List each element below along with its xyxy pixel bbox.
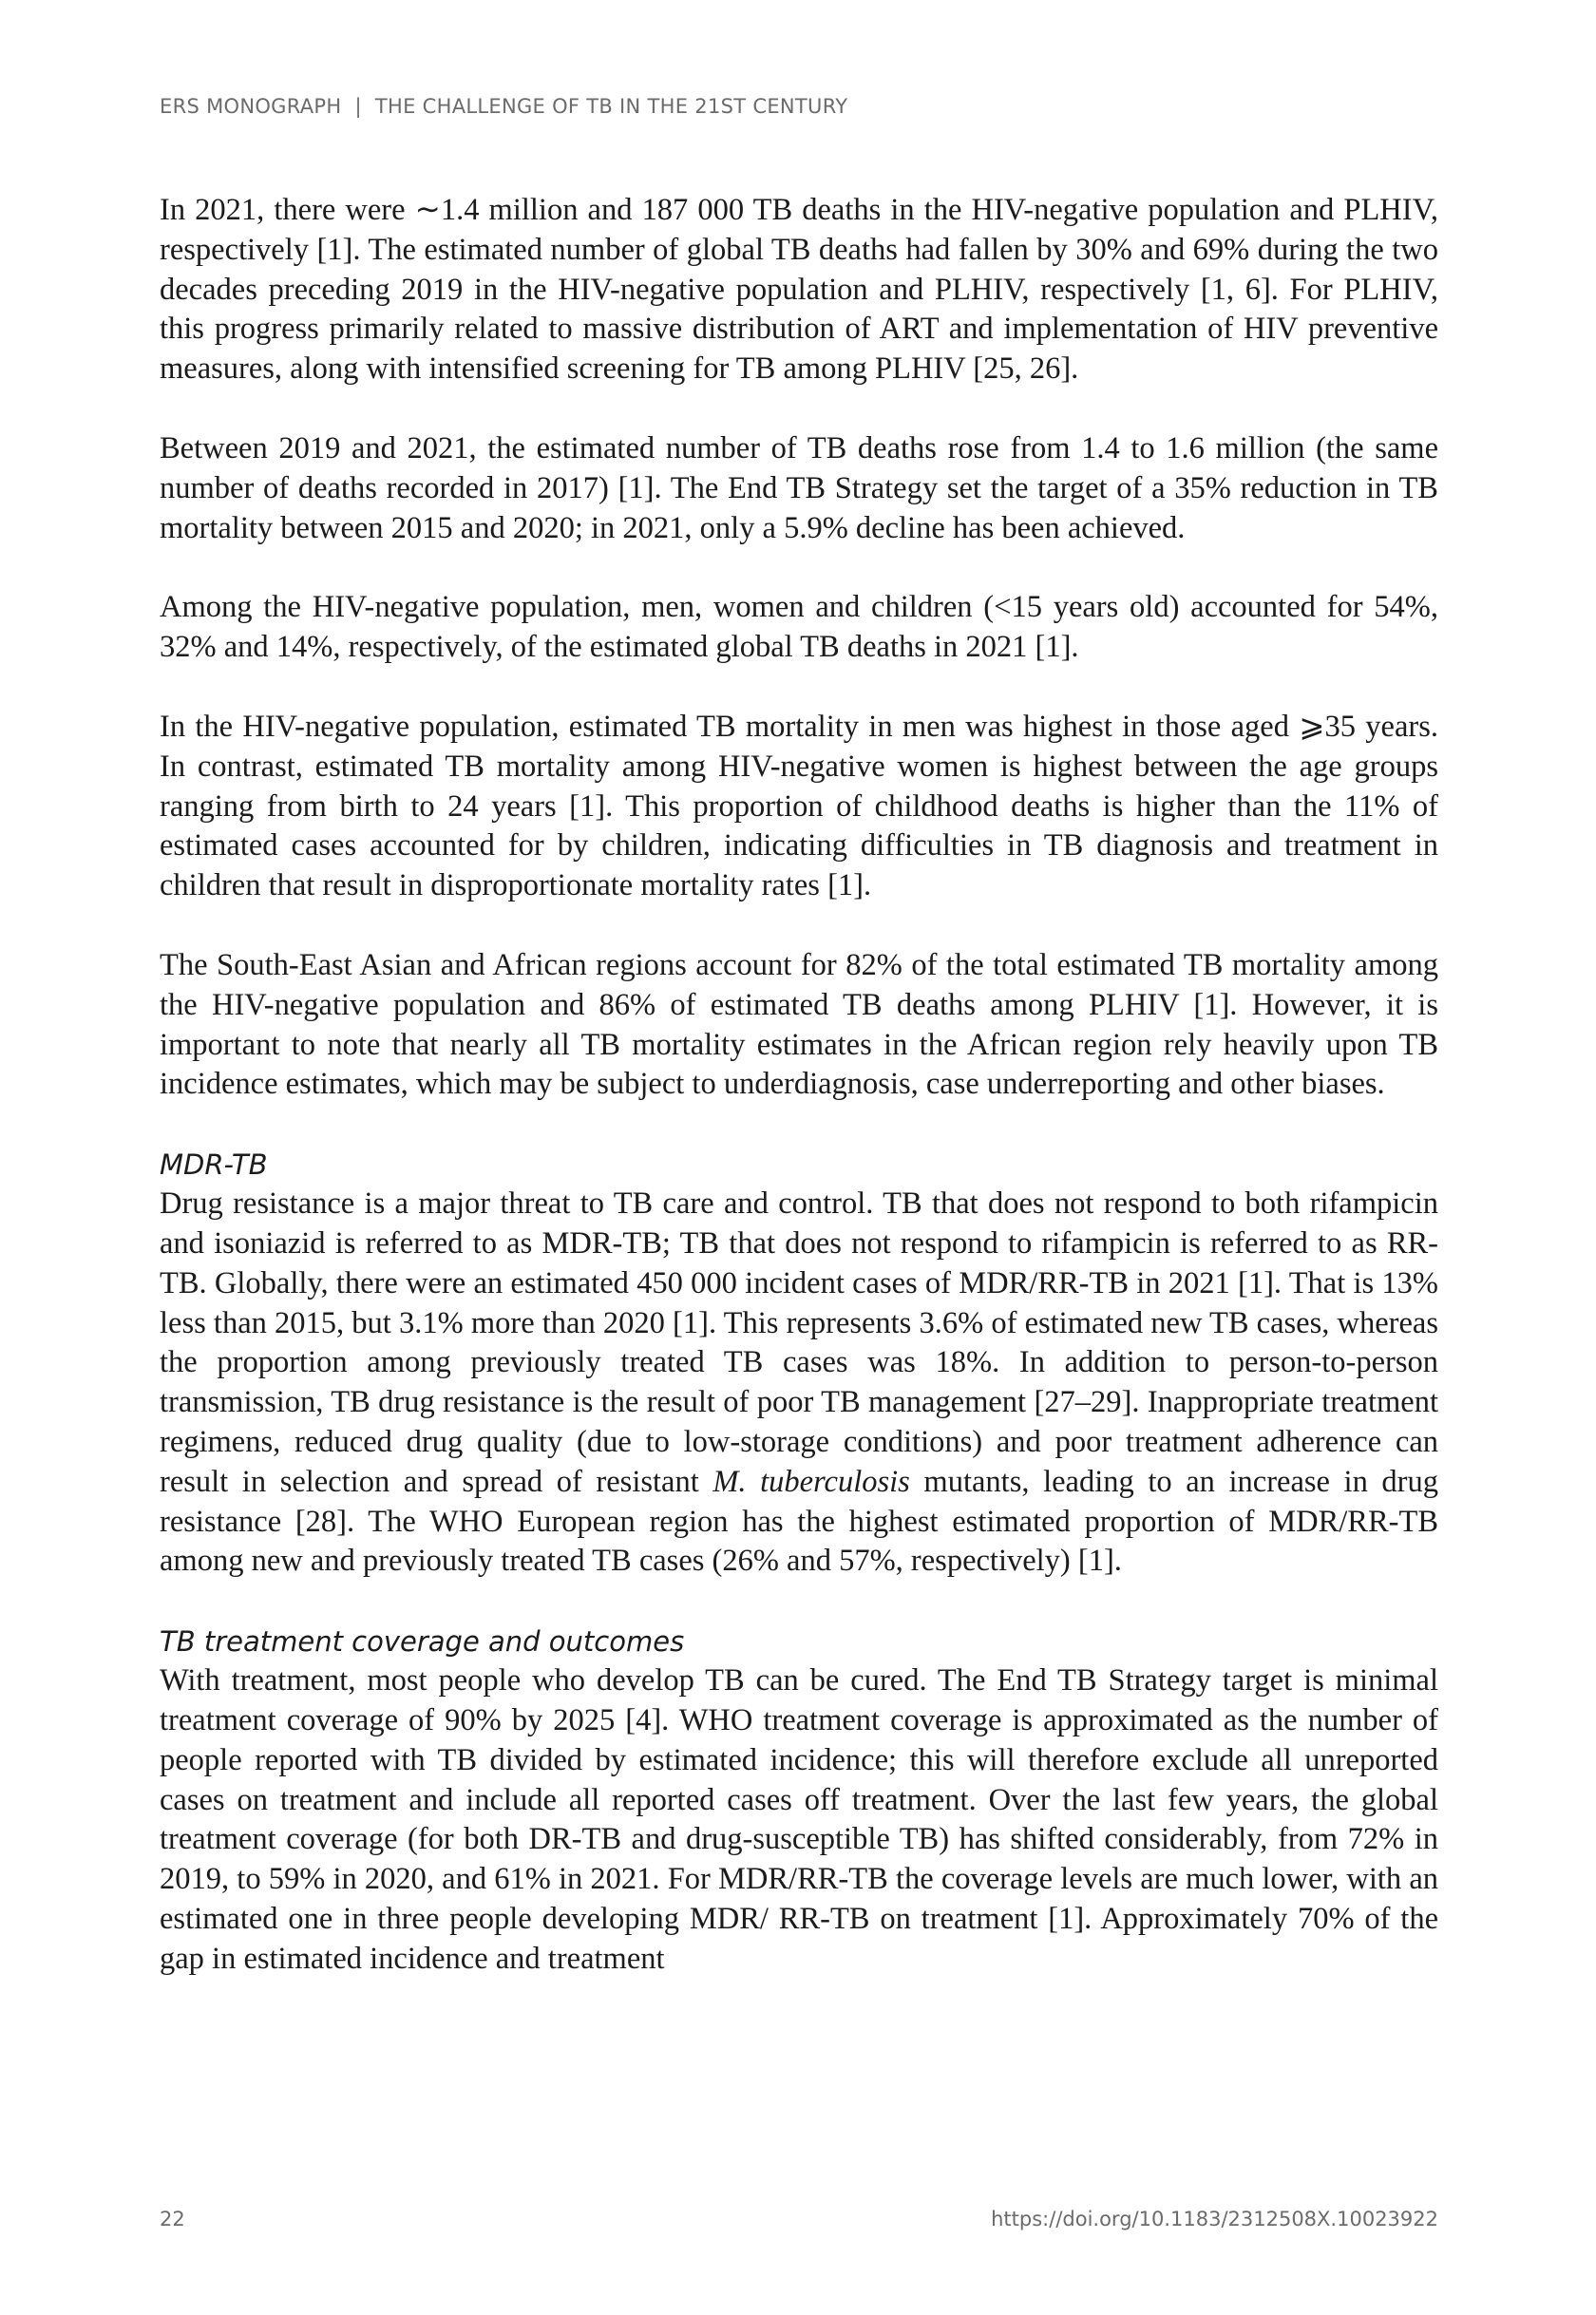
- running-header-title: THE CHALLENGE OF TB IN THE 21ST CENTURY: [374, 95, 848, 118]
- mdr-text-part-1: Drug resistance is a major threat to TB care and control. TB that does not respond to both rifampicin and isoniazid is referred to as MDR-TB; TB that does not respond to rifampicin is referred to as RR-TB. Globally, there were an estimated 450 000 incident cases of MDR/RR-TB in 2021 [1]. That is 13% less than 2015, but 3.1% more than 2020 [1]. This represents 3.6% of estimated new TB cases, whereas the proportion among previously treated TB cases was 18%. In addition to person-to-person transmission, TB drug resistance is the result of poor TB management [27–29]. Inappropriate treatment regimens, reduced drug quality (due to low-storage conditions) and poor treatment adherence can result in selection and spread of resistant: [160, 1186, 1438, 1499]
- doi-link[interactable]: https://doi.org/10.1183/2312508X.10023922: [991, 2208, 1438, 2230]
- mdr-text-part-2: mutants, leading to an increase in drug resistance [28]. The WHO European region has the highest estimated proportion of MDR/RR-TB among new and previously treated TB cases (26% and 57%, respectively) [1].: [160, 1464, 1439, 1579]
- section-heading-mdr-tb: MDR-TB: [160, 1148, 268, 1182]
- running-header-journal: ERS MONOGRAPH: [160, 95, 342, 118]
- page-number: 22: [160, 2208, 185, 2230]
- paragraph-tb-deaths-2021: In 2021, there were ∼1.4 million and 187 000 TB deaths in the HIV-negative population and PLHIV, respectively [1]. The estimated number of global TB deaths had fallen by 30% and 69% during the two decades preceding 2019 in the HIV-negative population and PLHIV, respectively [1, 6]. For PLHIV, this progress primarily related to massive distribution of ART and implementation of HIV preventive measures, along with intensified screening for TB among PLHIV [25, 26].: [160, 193, 1438, 387]
- section-heading-treatment: TB treatment coverage and outcomes: [160, 1625, 685, 1659]
- paragraph-treatment-coverage: With treatment, most people who develop TB can be cured. The End TB Strategy target is minimal treatment coverage of 90% by 2025 [4]. WHO treatment coverage is approximated as the number of people reported with TB divided by estimated incidence; this will therefore exclude all unreported cases on treatment and include all reported cases off treatment. Over the last few years, the global treatment coverage (for both DR-TB and drug-susceptible TB) has shifted considerably, from 72% in 2019, to 59% in 2020, and 61% in 2021. For MDR/RR-TB the coverage levels are much lower, with an estimated one in three people developing MDR/ RR-TB on treatment [1]. Approximately 70% of the gap in estimated incidence and treatment: [160, 1663, 1438, 1976]
- article-body: [160, 191, 1438, 1979]
- paragraph-tb-deaths-rise: Between 2019 and 2021, the estimated number of TB deaths rose from 1.4 to 1.6 million (the same number of deaths recorded in 2017) [1]. The End TB Strategy set the target of a 35% reduction in TB mortality between 2015 and 2020; in 2021, only a 5.9% decline has been achieved.: [160, 430, 1438, 545]
- paragraph-regional-mortality: The South-East Asian and African regions account for 82% of the total estimated TB mortality among the HIV-negative population and 86% of estimated TB deaths among PLHIV [1]. However, it is important to note that nearly all TB mortality estimates in the African region rely heavily upon TB incidence estimates, which may be subject to underdiagnosis, case underreporting and other biases.: [160, 947, 1438, 1102]
- running-header-separator: |: [354, 95, 362, 118]
- running-header: [160, 95, 847, 118]
- paragraph-mdr-tb: [160, 1185, 1438, 1582]
- paragraph-mortality-by-age: In the HIV-negative population, estimated TB mortality in men was highest in those aged ⩾35 years. In contrast, estimated TB mortality among HIV-negative women is highest between the age groups ranging from birth to 24 years [1]. This proportion of childhood deaths is higher than the 11% of estimated cases accounted for by children, indicating difficulties in TB diagnosis and treatment in children that result in disproportionate mortality rates [1].: [160, 709, 1438, 903]
- paragraph-deaths-by-group: Among the HIV-negative population, men, women and children (<15 years old) accounted for 54%, 32% and 14%, respectively, of the estimated global TB deaths in 2021 [1].: [160, 590, 1438, 665]
- mdr-italic-species: M. tuberculosis: [712, 1464, 910, 1499]
